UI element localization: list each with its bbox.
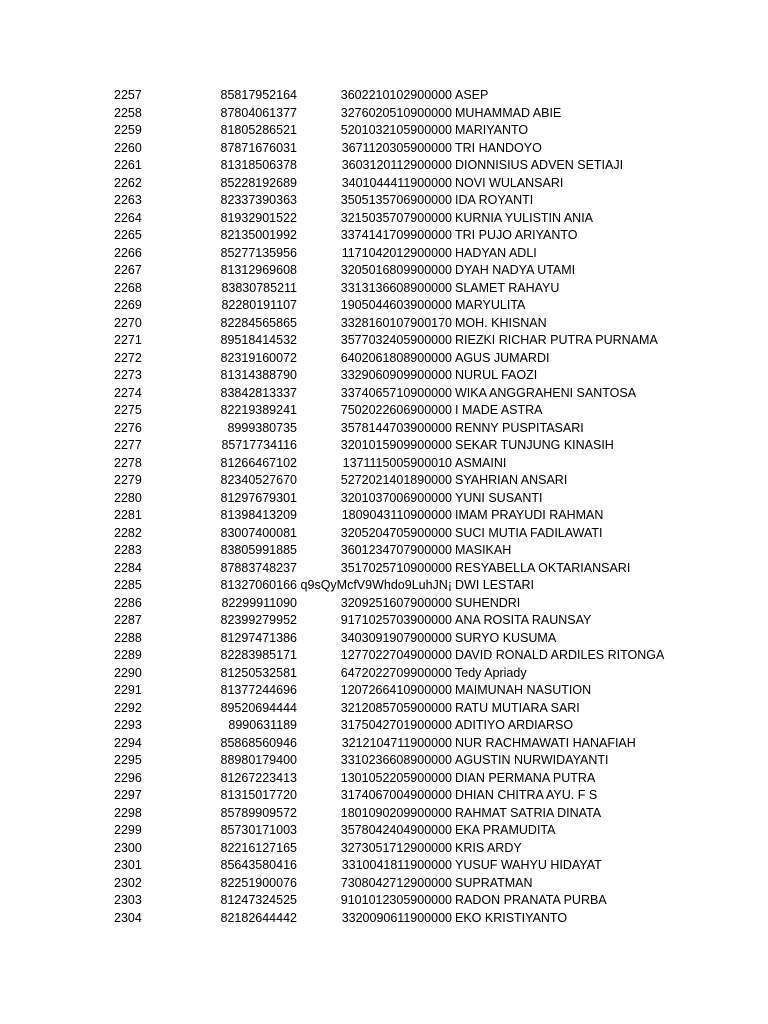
phone-cell: 82182644442 xyxy=(220,910,297,925)
row-number-cell: 2289 xyxy=(114,648,142,662)
table-row xyxy=(0,595,768,613)
row-number-cell: 2259 xyxy=(114,123,142,137)
table-row xyxy=(0,752,768,770)
row-number-cell: 2292 xyxy=(114,700,142,715)
row-number-cell: 2274 xyxy=(114,385,142,400)
phone-cell: 85730171003 xyxy=(220,823,297,837)
nik-cell: 3310041811900000 xyxy=(341,858,452,872)
phone-cell: 89518414532 xyxy=(220,333,297,347)
table-row xyxy=(0,385,768,403)
row-number-cell: 2291 xyxy=(114,683,142,697)
name-cell: KRIS ARDY xyxy=(455,840,522,855)
table-row xyxy=(0,612,768,630)
nik-cell: 3374065710900000 xyxy=(340,385,452,400)
name-cell: SEKAR TUNJUNG KINASIH xyxy=(455,438,614,452)
name-cell: RADON PRANATA PURBA xyxy=(455,893,607,907)
table-row xyxy=(0,910,768,928)
name-cell: SURYO KUSUMA xyxy=(455,630,557,645)
table-row xyxy=(0,805,768,823)
table-row xyxy=(0,192,768,210)
phone-cell: 82251900076 xyxy=(220,875,297,890)
nik-cell: 3578042404900000 xyxy=(340,823,452,837)
row-number-cell: 2299 xyxy=(114,823,142,837)
row-number-cell: 2276 xyxy=(114,420,142,435)
row-number-cell: 2277 xyxy=(114,438,142,452)
row-number-cell: 2282 xyxy=(114,525,142,540)
name-cell: RIEZKI RICHAR PUTRA PURNAMA xyxy=(455,333,658,347)
nik-cell: 7308042712900000 xyxy=(340,875,452,890)
phone-cell: 81250532581 xyxy=(220,665,297,680)
nik-cell: q9sQyMcfV9Whdo9LuhJN¡ xyxy=(300,578,452,592)
name-cell: YUSUF WAHYU HIDAYAT xyxy=(455,858,602,872)
nik-cell: 6402061808900000 xyxy=(340,350,452,365)
name-cell: RENNY PUSPITASARI xyxy=(455,420,584,435)
table-row xyxy=(0,560,768,578)
row-number-cell: 2267 xyxy=(114,263,142,277)
table-row xyxy=(0,437,768,455)
row-number-cell: 2281 xyxy=(114,508,142,522)
table-row xyxy=(0,507,768,525)
table-row xyxy=(0,892,768,910)
name-cell: AGUS JUMARDI xyxy=(455,350,550,365)
phone-cell: 8990631189 xyxy=(228,718,297,732)
table-row xyxy=(0,262,768,280)
nik-cell: 5272021401890000 xyxy=(340,473,452,487)
nik-cell: 9101012305900000 xyxy=(340,893,452,907)
row-number-cell: 2302 xyxy=(114,875,142,890)
table-row xyxy=(0,577,768,595)
row-number-cell: 2293 xyxy=(114,718,142,732)
name-cell: YUNI SUSANTI xyxy=(455,490,543,505)
table-row xyxy=(0,647,768,665)
nik-cell: 3517025710900000 xyxy=(340,560,452,575)
phone-cell: 82319160072 xyxy=(220,350,297,365)
row-number-cell: 2269 xyxy=(114,298,142,312)
nik-cell: 3601234707900000 xyxy=(340,543,452,557)
phone-cell: 83830785211 xyxy=(221,280,297,295)
phone-cell: 81297471386 xyxy=(220,630,297,645)
data-sheet xyxy=(0,87,768,927)
nik-cell: 3310236608900000 xyxy=(340,753,452,767)
row-number-cell: 2275 xyxy=(114,403,142,417)
table-row xyxy=(0,630,768,648)
row-number-cell: 2297 xyxy=(114,788,142,802)
table-row xyxy=(0,700,768,718)
nik-cell: 3577032405900000 xyxy=(340,333,452,347)
phone-cell: 85817952164 xyxy=(220,88,297,102)
name-cell: KURNIA YULISTIN ANIA xyxy=(455,210,594,225)
nik-cell: 3329060909900000 xyxy=(340,368,452,382)
phone-cell: 82283985171 xyxy=(220,648,297,662)
phone-cell: 85868560946 xyxy=(220,735,297,750)
table-row xyxy=(0,175,768,193)
nik-cell: 3276020510900000 xyxy=(340,105,452,120)
nik-cell: 3174067004900000 xyxy=(340,788,452,802)
row-number-cell: 2271 xyxy=(114,333,142,347)
nik-cell: 1371115005900010 xyxy=(342,455,452,470)
nik-cell: 5201032105900000 xyxy=(340,123,452,137)
table-row xyxy=(0,140,768,158)
table-row xyxy=(0,315,768,333)
name-cell: ADITIYO ARDIARSO xyxy=(455,718,574,732)
name-cell: IMAM PRAYUDI RAHMAN xyxy=(455,508,604,522)
table-row xyxy=(0,87,768,105)
name-cell: NURUL FAOZI xyxy=(455,368,538,382)
row-number-cell: 2301 xyxy=(114,858,142,872)
nik-cell: 1301052205900000 xyxy=(340,770,452,785)
phone-cell: 81312969608 xyxy=(220,263,297,277)
phone-cell: 81805286521 xyxy=(220,123,297,137)
nik-cell: 3205204705900000 xyxy=(340,525,452,540)
row-number-cell: 2287 xyxy=(114,613,142,627)
name-cell: WIKA ANGGRAHENI SANTOSA xyxy=(455,385,637,400)
phone-cell: 82280191107 xyxy=(221,298,297,312)
phone-cell: 81398413209 xyxy=(220,508,297,522)
row-number-cell: 2270 xyxy=(114,315,142,330)
name-cell: MASIKAH xyxy=(455,543,512,557)
table-row xyxy=(0,245,768,263)
nik-cell: 3603120112900000 xyxy=(341,158,452,172)
name-cell: SYAHRIAN ANSARI xyxy=(455,473,568,487)
table-row xyxy=(0,350,768,368)
table-row xyxy=(0,157,768,175)
row-number-cell: 2280 xyxy=(114,490,142,505)
name-cell: RAHMAT SATRIA DINATA xyxy=(455,805,602,820)
phone-cell: 87804061377 xyxy=(220,105,297,120)
phone-cell: 8999380735 xyxy=(227,420,297,435)
table-row xyxy=(0,770,768,788)
nik-cell: 3201037006900000 xyxy=(340,490,452,505)
name-cell: Tedy Apriady xyxy=(455,665,527,680)
name-cell: SUPRATMAN xyxy=(455,875,533,890)
phone-cell: 88980179400 xyxy=(220,753,297,767)
phone-cell: 81315017720 xyxy=(220,788,297,802)
nik-cell: 1801090209900000 xyxy=(340,805,452,820)
phone-cell: 82216127165 xyxy=(220,840,297,855)
table-row xyxy=(0,875,768,893)
nik-cell: 3403091907900000 xyxy=(340,630,452,645)
name-cell: NOVI WULANSARI xyxy=(455,175,564,190)
phone-cell: 87883748237 xyxy=(220,560,297,575)
nik-cell: 3205016809900000 xyxy=(340,263,452,277)
row-number-cell: 2257 xyxy=(114,88,142,102)
phone-cell: 82284565865 xyxy=(220,315,297,330)
nik-cell: 3505135706900000 xyxy=(340,193,452,207)
row-number-cell: 2290 xyxy=(114,665,142,680)
phone-cell: 82299911090 xyxy=(221,595,297,610)
phone-cell: 82135001992 xyxy=(220,228,297,242)
phone-cell: 83805991885 xyxy=(220,543,297,557)
table-row xyxy=(0,840,768,858)
phone-cell: 81297679301 xyxy=(220,490,297,505)
row-number-cell: 2288 xyxy=(114,630,142,645)
name-cell: MARIYANTO xyxy=(455,123,529,137)
row-number-cell: 2283 xyxy=(114,543,142,557)
nik-cell: 3578144703900000 xyxy=(340,420,452,435)
phone-cell: 83842813337 xyxy=(220,385,297,400)
nik-cell: 3273051712900000 xyxy=(340,840,452,855)
nik-cell: 1809043110900000 xyxy=(341,508,452,522)
nik-cell: 3215035707900000 xyxy=(340,210,452,225)
name-cell: TRI PUJO ARIYANTO xyxy=(455,228,578,242)
name-cell: SUHENDRI xyxy=(455,595,521,610)
name-cell: SLAMET RAHAYU xyxy=(455,280,560,295)
name-cell: DAVID RONALD ARDILES RITONGA xyxy=(455,648,665,662)
row-number-cell: 2272 xyxy=(114,350,142,365)
nik-cell: 3671120305900000 xyxy=(341,140,452,155)
phone-cell: 81318506378 xyxy=(220,158,297,172)
row-number-cell: 2273 xyxy=(114,368,142,382)
nik-cell: 3328160107900170 xyxy=(340,315,452,330)
row-number-cell: 2265 xyxy=(114,228,142,242)
nik-cell: 1171042012900000 xyxy=(341,245,452,260)
nik-cell: 1277022704900000 xyxy=(340,648,452,662)
name-cell: DIONNISIUS ADVEN SETIAJI xyxy=(455,158,624,172)
nik-cell: 3401044411900000 xyxy=(341,175,452,190)
name-cell: DHIAN CHITRA AYU. F S xyxy=(455,788,598,802)
row-number-cell: 2304 xyxy=(114,910,142,925)
row-number-cell: 2298 xyxy=(114,805,142,820)
row-number-cell: 2295 xyxy=(114,753,142,767)
nik-cell: 1905044603900000 xyxy=(340,298,452,312)
nik-cell: 3175042701900000 xyxy=(340,718,452,732)
table-row xyxy=(0,367,768,385)
row-number-cell: 2285 xyxy=(114,578,142,592)
phone-cell: 82399279952 xyxy=(220,613,297,627)
name-cell: SUCI MUTIA FADILAWATI xyxy=(455,525,603,540)
row-number-cell: 2260 xyxy=(114,140,142,155)
table-row xyxy=(0,455,768,473)
nik-cell: 3201015909900000 xyxy=(340,438,452,452)
row-number-cell: 2261 xyxy=(114,158,142,172)
table-row xyxy=(0,525,768,543)
table-row xyxy=(0,297,768,315)
nik-cell: 3313136608900000 xyxy=(340,280,452,295)
name-cell: MARYULITA xyxy=(455,298,526,312)
nik-cell: 3212104711900000 xyxy=(341,735,452,750)
name-cell: AGUSTIN NURWIDAYANTI xyxy=(455,753,609,767)
table-row xyxy=(0,122,768,140)
name-cell: EKO KRISTIYANTO xyxy=(455,910,568,925)
name-cell: MUHAMMAD ABIE xyxy=(455,105,562,120)
name-cell: ANA ROSITA RAUNSAY xyxy=(455,613,592,627)
name-cell: MOH. KHISNAN xyxy=(455,315,547,330)
row-number-cell: 2268 xyxy=(114,280,142,295)
table-row xyxy=(0,787,768,805)
row-number-cell: 2264 xyxy=(114,210,142,225)
phone-cell: 81247324525 xyxy=(220,893,297,907)
name-cell: RESYABELLA OKTARIANSARI xyxy=(455,560,631,575)
phone-cell: 81314388790 xyxy=(220,368,297,382)
phone-cell: 81327060166 xyxy=(220,578,297,592)
phone-cell: 81377244696 xyxy=(220,683,297,697)
phone-cell: 87871676031 xyxy=(220,140,297,155)
phone-cell: 82340527670 xyxy=(220,473,297,487)
nik-cell: 3209251607900000 xyxy=(340,595,452,610)
table-row xyxy=(0,490,768,508)
nik-cell: 3374141709900000 xyxy=(340,228,452,242)
table-row xyxy=(0,857,768,875)
row-number-cell: 2263 xyxy=(114,193,142,207)
nik-cell: 3602210102900000 xyxy=(340,88,452,102)
table-row xyxy=(0,280,768,298)
row-number-cell: 2278 xyxy=(114,455,142,470)
table-row xyxy=(0,402,768,420)
table-row xyxy=(0,210,768,228)
name-cell: I MADE ASTRA xyxy=(455,403,543,417)
table-row xyxy=(0,665,768,683)
nik-cell: 9171025703900000 xyxy=(340,613,452,627)
nik-cell: 6472022709900000 xyxy=(340,665,452,680)
phone-cell: 89520694444 xyxy=(220,700,297,715)
name-cell: TRI HANDOYO xyxy=(455,140,542,155)
table-row xyxy=(0,332,768,350)
nik-cell: 3320090611900000 xyxy=(341,910,452,925)
table-row xyxy=(0,735,768,753)
nik-cell: 3212085705900000 xyxy=(340,700,452,715)
table-row xyxy=(0,542,768,560)
name-cell: DYAH NADYA UTAMI xyxy=(455,263,576,277)
row-number-cell: 2266 xyxy=(114,245,142,260)
phone-cell: 81267223413 xyxy=(220,770,297,785)
phone-cell: 81266467102 xyxy=(220,455,297,470)
name-cell: IDA ROYANTI xyxy=(455,193,534,207)
table-row xyxy=(0,682,768,700)
phone-cell: 82219389241 xyxy=(220,403,297,417)
row-number-cell: 2279 xyxy=(114,473,142,487)
nik-cell: 1207266410900000 xyxy=(340,683,452,697)
name-cell: DWI LESTARI xyxy=(455,578,534,592)
phone-cell: 83007400081 xyxy=(220,525,297,540)
name-cell: ASMAINI xyxy=(455,455,507,470)
table-row xyxy=(0,822,768,840)
phone-cell: 82337390363 xyxy=(220,193,297,207)
table-row xyxy=(0,105,768,123)
phone-cell: 85228192689 xyxy=(220,175,297,190)
row-number-cell: 2303 xyxy=(114,893,142,907)
row-number-cell: 2258 xyxy=(114,105,142,120)
name-cell: HADYAN ADLI xyxy=(455,245,537,260)
row-number-cell: 2294 xyxy=(114,735,142,750)
nik-cell: 7502022606900000 xyxy=(340,403,452,417)
phone-cell: 85789909572 xyxy=(220,805,297,820)
name-cell: EKA PRAMUDITA xyxy=(455,823,556,837)
table-row xyxy=(0,227,768,245)
name-cell: DIAN PERMANA PUTRA xyxy=(455,770,596,785)
name-cell: ASEP xyxy=(455,88,489,102)
table-row xyxy=(0,420,768,438)
row-number-cell: 2262 xyxy=(114,175,142,190)
phone-cell: 85643580416 xyxy=(220,858,297,872)
table-row xyxy=(0,472,768,490)
row-number-cell: 2284 xyxy=(114,560,142,575)
row-number-cell: 2296 xyxy=(114,770,142,785)
name-cell: MAIMUNAH NASUTION xyxy=(455,683,592,697)
row-number-cell: 2286 xyxy=(114,595,142,610)
phone-cell: 85277135956 xyxy=(220,245,297,260)
name-cell: RATU MUTIARA SARI xyxy=(455,700,580,715)
row-number-cell: 2300 xyxy=(114,840,142,855)
phone-cell: 85717734116 xyxy=(221,438,297,452)
phone-cell: 81932901522 xyxy=(220,210,297,225)
table-row xyxy=(0,717,768,735)
name-cell: NUR RACHMAWATI HANAFIAH xyxy=(455,735,636,750)
